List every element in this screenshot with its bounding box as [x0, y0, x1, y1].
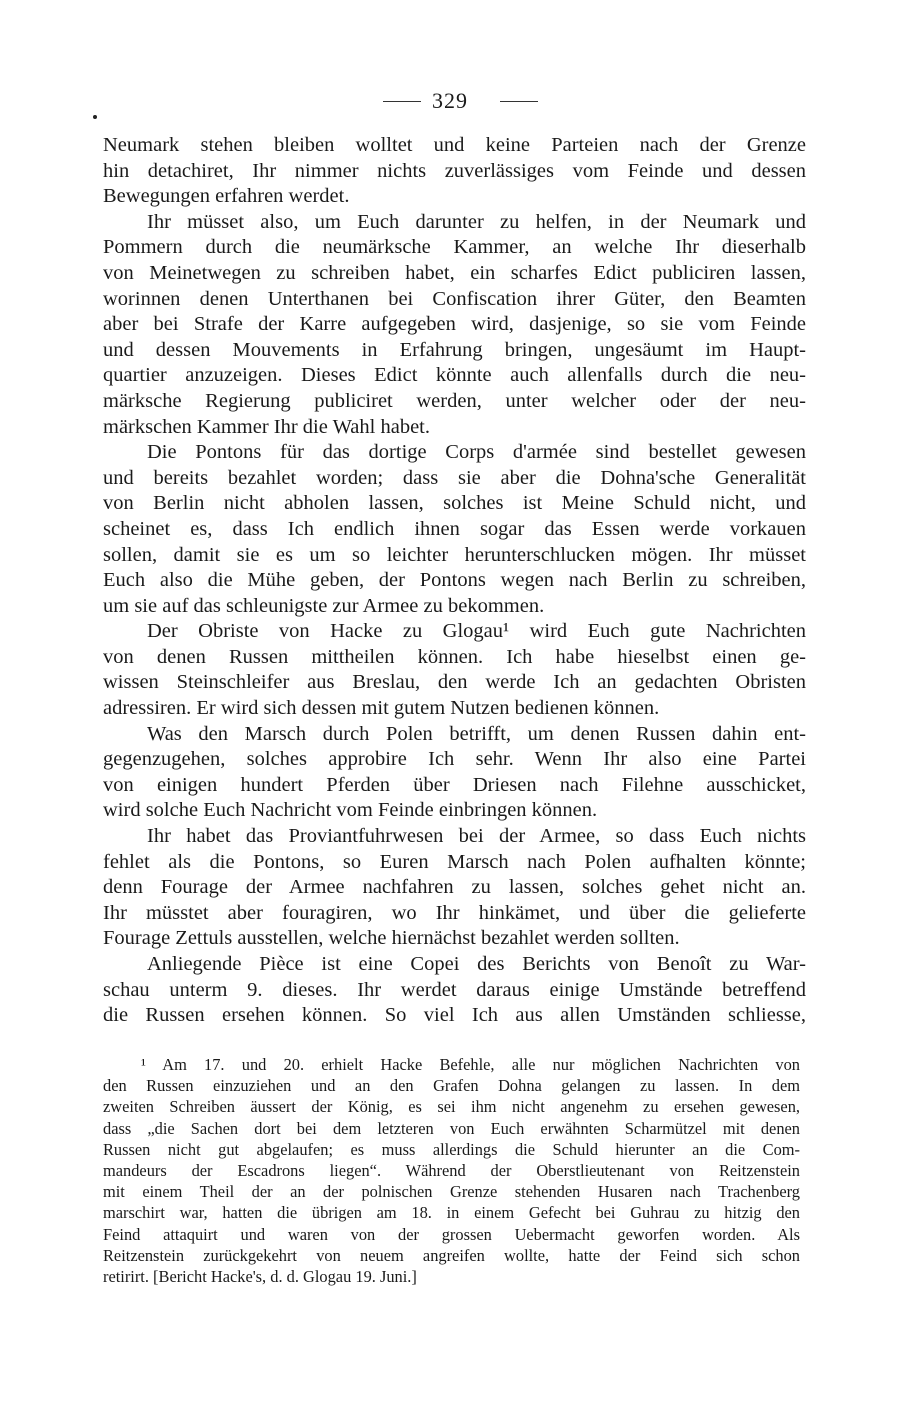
- body-text-line: und bereits bezahlet worden; dass sie aber die Dohna'sche Generalität: [103, 466, 806, 489]
- footnote-line: retirirt. [Bericht Hacke's, d. d. Glogau 19. Juni.]: [103, 1267, 417, 1287]
- body-text-line: adressiren. Er wird sich dessen mit gutem Nutzen bedienen können.: [103, 697, 660, 720]
- body-text-line: märkschen Kammer Ihr die Wahl habet.: [103, 415, 430, 438]
- page-number: 329: [432, 88, 468, 113]
- page-header: [0, 88, 900, 116]
- footnote-line: Feind attaquirt und waren von der grossen Uebermacht geworfen worden. Als: [103, 1224, 800, 1244]
- body-text-line: märksche Regierung publiciret werden, unter welcher oder der neu-: [103, 389, 806, 412]
- body-text-line: und dessen Mouvements in Erfahrung bringen, ungesäumt im Haupt-: [103, 338, 806, 361]
- footnote-line: den Russen einzuziehen und an den Grafen Dohna gelangen zu lassen. In dem: [103, 1076, 800, 1096]
- body-text-line: Pommern durch die neumärksche Kammer, an welche Ihr dieserhalb: [103, 236, 806, 259]
- body-text-line: fehlet als die Pontons, so Euren Marsch nach Polen aufhalten könnte;: [103, 850, 806, 873]
- body-text-line: denn Fourage der Armee nachfahren zu lassen, solches gehet nicht an.: [103, 876, 806, 899]
- header-rule-right: [500, 101, 538, 102]
- body-text-line: aber bei Strafe der Karre aufgegeben wird, dasjenige, so sie vom Feinde: [103, 313, 806, 336]
- body-text-line: Ihr müsset also, um Euch darunter zu helfen, in der Neumark und: [147, 210, 806, 233]
- body-text-line: wird solche Euch Nachricht vom Feinde einbringen können.: [103, 799, 598, 822]
- body-text-line: Ihr müsstet aber fouragiren, wo Ihr hinkämet, und über die gelieferte: [103, 901, 806, 924]
- footnote-line: marschirt war, hatten die übrigen am 18. in einem Gefecht bei Guhrau zu hitzig den: [103, 1203, 800, 1223]
- body-text-line: scheinet es, dass Ich endlich ihnen sogar das Essen werde vorkauen: [103, 517, 806, 540]
- body-text-line: Anliegende Pièce ist eine Copei des Berichts von Benoît zu War-: [147, 953, 806, 975]
- footnote-line: dass „die Sachen dort bei dem letzteren von Euch erwähnten Scharmützel mit denen: [103, 1118, 800, 1138]
- footnote-line: mit einem Theil der an der polnischen Grenze stehenden Husaren nach Trachenberg: [103, 1182, 800, 1202]
- body-text-line: Ihr habet das Proviantfuhrwesen bei der Armee, so dass Euch nichts: [147, 825, 806, 848]
- footnote-line: mandeurs der Escadrons liegen“. Während der Oberstlieutenant von Reitzenstein: [103, 1161, 800, 1181]
- body-text-line: die Russen ersehen können. So viel Ich aus allen Umständen schliesse,: [103, 1004, 806, 1027]
- footnote-line: ¹ Am 17. und 20. erhielt Hacke Befehle, alle nur möglichen Nachrichten von: [141, 1055, 800, 1074]
- footnote-line: Reitzenstein zurückgekehrt von neuem angreifen wollte, hatte der Feind sich schon: [103, 1245, 800, 1265]
- body-text-line: worinnen denen Unterthanen bei Confiscation ihrer Güter, den Beamten: [103, 287, 806, 310]
- body-text-line: Neumark stehen bleiben wolltet und keine Parteien nach der Grenze: [103, 134, 806, 156]
- body-text-line: Der Obriste von Hacke zu Glogau¹ wird Euch gute Nachrichten: [147, 620, 806, 643]
- body-text-line: Fourage Zettuls ausstellen, welche hiernächst bezahlet werden sollten.: [103, 927, 680, 950]
- body-text-line: Was den Marsch durch Polen betrifft, um denen Russen dahin ent-: [147, 722, 806, 745]
- body-text-line: quartier anzuzeigen. Dieses Edict könnte auch allenfalls durch die neu-: [103, 364, 806, 387]
- footnotes: [103, 1054, 800, 1287]
- footnote-line: zweiten Schreiben äussert der König, es sei ihm nicht angenehm zu ersehen gewesen,: [103, 1097, 800, 1117]
- body-text-line: von denen Russen mittheilen können. Ich habe hieselbst einen ge-: [103, 645, 806, 668]
- body-text-line: wissen Steinschleifer aus Breslau, den werde Ich an gedachten Obristen: [103, 671, 806, 694]
- body-text-line: von Meinetwegen zu schreiben habet, ein scharfes Edict publiciren lassen,: [103, 261, 806, 284]
- body-text-line: schau unterm 9. dieses. Ihr werdet daraus einige Umstände betreffend: [103, 978, 806, 1001]
- body-text-line: hin detachiret, Ihr nimmer nichts zuverlässiges vom Feinde und dessen: [103, 159, 806, 182]
- footnote-line: Russen nicht gut abgelaufen; es muss allerdings die Schuld hierunter an die Com-: [103, 1139, 800, 1159]
- body-text-line: Die Pontons für das dortige Corps d'armée sind bestellet gewesen: [147, 441, 806, 464]
- body-text-line: gegenzugehen, solches approbire Ich sehr. Wenn Ihr also eine Partei: [103, 748, 806, 771]
- body-text-line: um sie auf das schleunigste zur Armee zu bekommen.: [103, 594, 545, 617]
- body-text-line: Euch also die Mühe geben, der Pontons wegen nach Berlin zu schreiben,: [103, 569, 806, 592]
- margin-dot: [93, 115, 97, 119]
- body-text-line: von Berlin nicht abholen lassen, solches ist Meine Schuld nicht, und: [103, 492, 806, 515]
- body-text-line: von einigen hundert Pferden über Driesen nach Filehne ausschicket,: [103, 773, 806, 796]
- body-text-line: Bewegungen erfahren werdet.: [103, 185, 350, 208]
- main-text: [103, 133, 806, 1029]
- header-rule-left: [383, 101, 421, 102]
- body-text-line: sollen, damit sie es um so leichter herunterschlucken mögen. Ihr müsset: [103, 543, 806, 566]
